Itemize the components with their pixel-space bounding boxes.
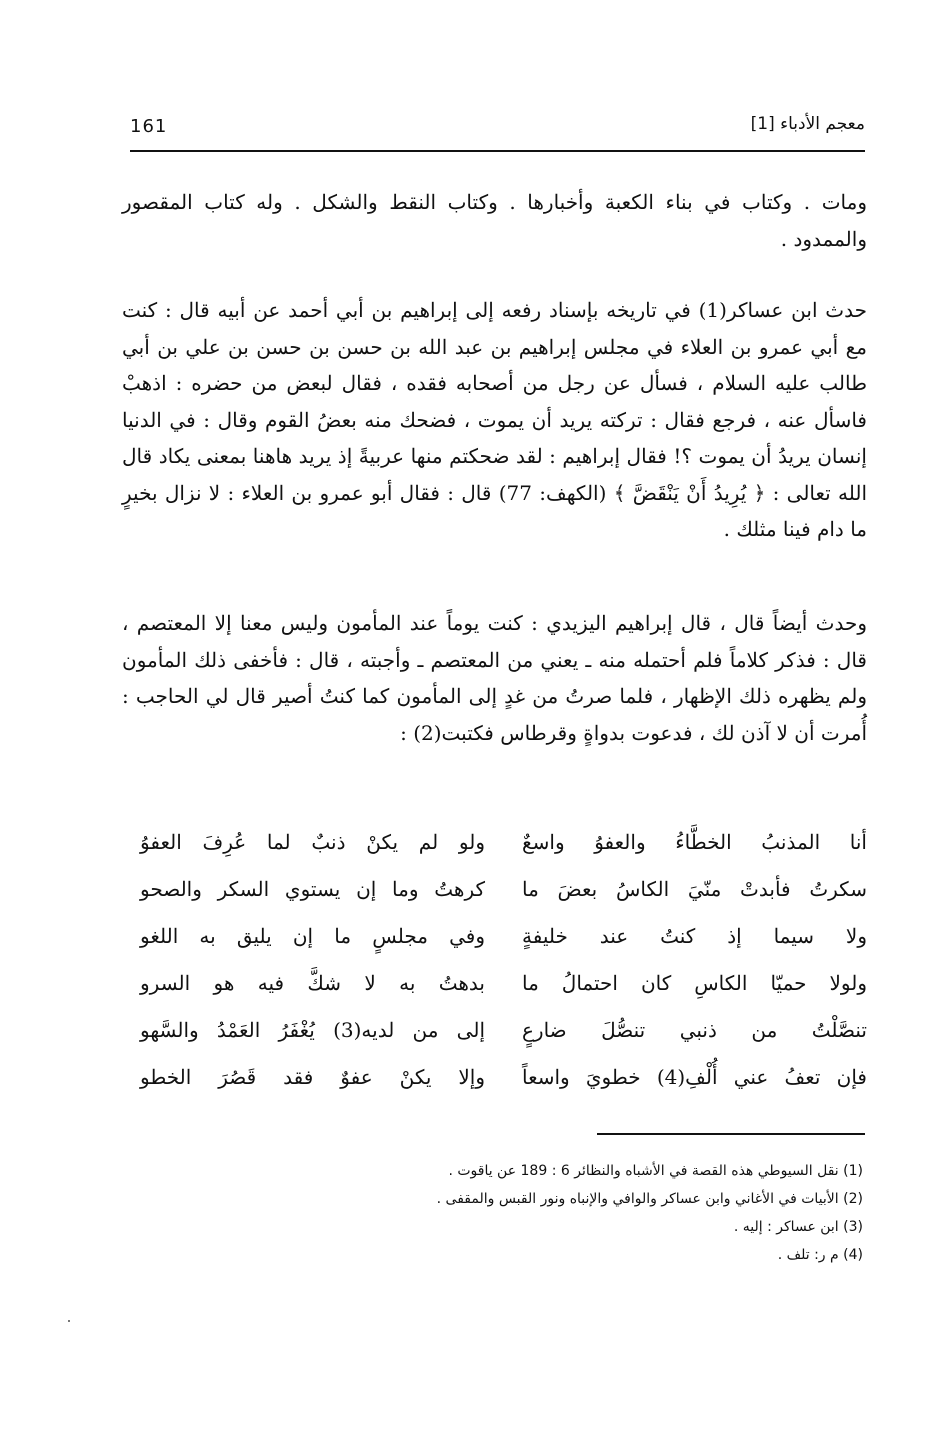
first-hemistich: أنا المذنبُ الخطَّاءُ والعفوُ واسعٌ	[522, 830, 867, 854]
second-hemistich: وفي مجلسٍ ما إن يليق به اللغو	[140, 924, 485, 948]
verse-line	[122, 971, 867, 1018]
first-hemistich: ولا سيما إذ كنتُ عند خليفةٍ	[522, 924, 867, 948]
footnote: (3) ابن عساكر : إليه .	[733, 1219, 863, 1235]
paragraph-3	[122, 605, 867, 751]
verse-line	[122, 924, 867, 971]
second-hemistich: كرهتُ وما إن يستوي السكر والصحو	[140, 877, 485, 901]
paragraph-2	[122, 292, 867, 548]
footnote: (2) الأبيات في الأغاني وابن عساكر والوافي والإنباه ونور القبس والمقفى .	[436, 1191, 863, 1207]
page-header	[130, 112, 865, 152]
second-hemistich: بدهتُ به لا شكَّ فيه هو السرو	[140, 971, 485, 995]
paragraph-text: وحدث أيضاً قال ، قال إبراهيم اليزيدي : كنت يوماً عند المأمون وليس معنا إلا المعتصم ، قال : فذكر كلاماً فلم أحتمله منه ـ يعني من المعتصم ـ وأجبته ، قال : فأخفى ذلك المأمون ولم يظهره ذلك الإظهار ، فلما صرتُ من غدٍ إلى المأمون كما كنتُ أصير قال لي الحاجب : أُمرت أن لا آذن لك ، فدعوت بدواةٍ وقرطاس فكتبت(2) :	[122, 611, 867, 745]
first-hemistich: ولولا حميّا الكاسِ كان احتمالُ ما	[522, 971, 867, 995]
poem	[122, 830, 867, 1112]
page-number: 161	[130, 116, 168, 137]
verse-line	[122, 1065, 867, 1112]
running-title: معجم الأدباء [1]	[750, 114, 865, 134]
header-rule	[130, 150, 865, 152]
paragraph-text: ومات . وكتاب في بناء الكعبة وأخبارها . وكتاب النقط والشكل . وله كتاب المقصور والممدود .	[122, 190, 867, 251]
second-hemistich: ولو لم يكنْ ذنبٌ لما عُرِفَ العفوُ	[140, 830, 485, 854]
verse-line	[122, 877, 867, 924]
verse-line	[122, 830, 867, 877]
first-hemistich: فإن تعفُ عني أُلْفِ(4) خطويَ واسعاً	[522, 1065, 867, 1089]
paragraph-text: حدث ابن عساكر(1) في تاريخه بإسناد رفعه إلى إبراهيم بن أبي أحمد عن أبيه قال : كنت مع أبي عمرو بن العلاء في مجلس إبراهيم بن عبد الله بن حسن بن حسن بن علي بن أبي طالب عليه السلام ، فسأل عن رجل من أصحابه فقده ، فقال لبعض من حضره : اذهبْ فاسأل عنه ، فرجع فقال : تركته يريد أن يموت ، فضحك منه بعضُ القوم وقال : في الدنيا إنسان يريدُ أن يموت ؟! فقال إبراهيم : لقد ضحكتم منها عربيةً إذ يريد هاهنا بمعنى يكاد قال الله تعالى : ﴿ يُرِيدُ أَنْ يَنْقَضَّ ﴾ (الكهف: 77) قال : فقال أبو عمرو بن العلاء : لا نزال بخيرٍ ما دام فينا مثلك .	[122, 298, 868, 541]
footnote: (4) م ر: تلف .	[777, 1247, 863, 1263]
second-hemistich: إلى من لديه(3) يُغْفَرُ العَمْدُ والسَّهو	[140, 1018, 485, 1042]
verse-line	[122, 1018, 867, 1065]
footnotes	[300, 1157, 863, 1269]
first-hemistich: تنصَّلْتُ من ذنبي تنصُّلَ ضارعٍ	[522, 1018, 867, 1042]
second-hemistich: وإلا يكنْ عفوٌ فقد قَصُرَ الخطو	[140, 1065, 485, 1089]
footnote: (1) نقل السيوطي هذه القصة في الأشباه والنظائر 6 : 189 عن ياقوت .	[448, 1163, 863, 1179]
footnote-rule	[597, 1133, 865, 1135]
first-hemistich: سكرتُ فأبدتْ منّيَ الكاسُ بعضَ ما	[522, 877, 867, 901]
paragraph-1	[122, 184, 867, 257]
scan-speck	[68, 1320, 70, 1322]
